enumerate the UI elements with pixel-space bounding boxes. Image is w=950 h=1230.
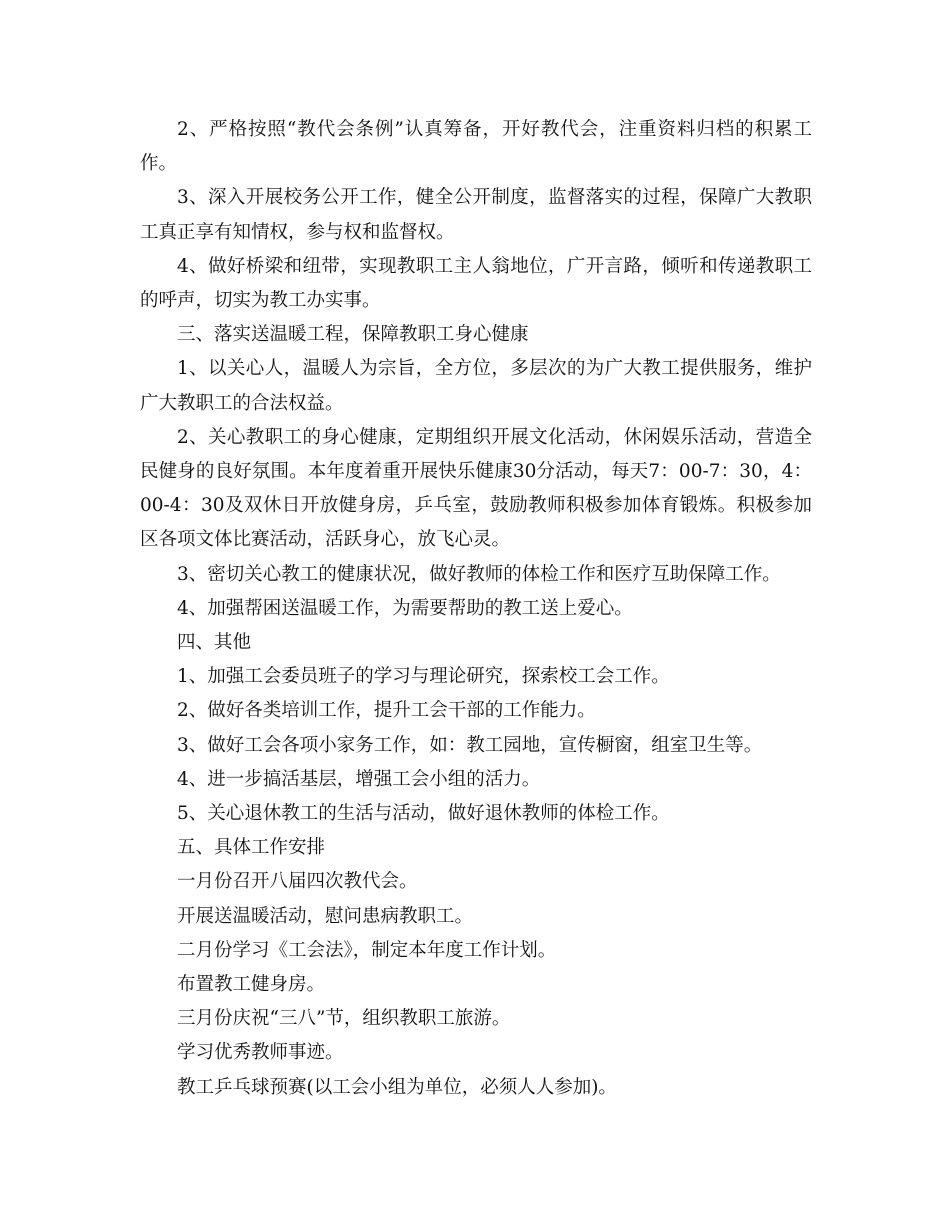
schedule-item-6: 学习优秀教师事迹。 xyxy=(177,1042,344,1064)
paragraph-6: 3、密切关心教工的健康状况，做好教师的体检工作和医疗互助保障工作。 xyxy=(177,563,781,585)
schedule-item-1: 一月份召开八届四次教代会。 xyxy=(177,871,418,893)
schedule-item-7: 教工乒乓球预赛(以工会小组为单位，必须人人参加)。 xyxy=(177,1076,617,1098)
paragraph-3: 4、做好桥梁和纽带，实现教职工主人翁地位，广开言路，倾听和传递教职工的呼声，切实为教工办实事。 xyxy=(140,255,812,312)
schedule-item-2: 开展送温暖活动，慰问患病教职工。 xyxy=(177,905,474,927)
paragraph-1: 2、严格按照“教代会条例”认真筹备，开好教代会，注重资料归档的积累工作。 xyxy=(140,119,812,175)
paragraph-4: 1、以关心人，温暖人为宗旨，全方位，多层次的为广大教工提供服务，维护广大教职工的合法权益。 xyxy=(140,358,812,414)
section-heading-5: 五、具体工作安排 xyxy=(177,837,326,859)
paragraph-10: 3、做好工会各项小家务工作，如：教工园地，宣传橱窗，组室卫生等。 xyxy=(177,734,763,756)
section-heading-3: 三、落实送温暖工程，保障教职工身心健康 xyxy=(177,324,529,346)
paragraph-7: 4、加强帮困送温暖工作，为需要帮助的教工送上爱心。 xyxy=(177,597,633,619)
schedule-item-5: 三月份庆祝“三八”节，组织教职工旅游。 xyxy=(177,1008,511,1030)
paragraph-12: 5、关心退休教工的生活与活动，做好退休教师的体检工作。 xyxy=(177,803,670,825)
document-body xyxy=(140,113,812,1105)
paragraph-5: 2、关心教职工的身心健康，定期组织开展文化活动，休闲娱乐活动，营造全民健身的良好氛围。本年度着重开展快乐健康30分活动，每天7：00-7：30，4：00-4：30及双休日开放健身房，乒乓室，鼓励教师积极参加体育锻炼。积极参加区各项文体比赛活动，活跃身心，放飞心灵。 xyxy=(140,426,812,551)
schedule-item-4: 布置教工健身房。 xyxy=(177,974,326,996)
paragraph-8: 1、加强工会委员班子的学习与理论研究，探索校工会工作。 xyxy=(177,666,670,688)
paragraph-9: 2、做好各类培训工作，提升工会干部的工作能力。 xyxy=(177,700,596,722)
schedule-item-3: 二月份学习《工会法》，制定本年度工作计划。 xyxy=(177,939,557,961)
paragraph-11: 4、进一步搞活基层，增强工会小组的活力。 xyxy=(177,768,541,790)
section-heading-4: 四、其他 xyxy=(177,632,252,654)
paragraph-2: 3、深入开展校务公开工作，健全公开制度，监督落实的过程，保障广大教职工真正享有知情权，参与权和监督权。 xyxy=(140,187,812,243)
